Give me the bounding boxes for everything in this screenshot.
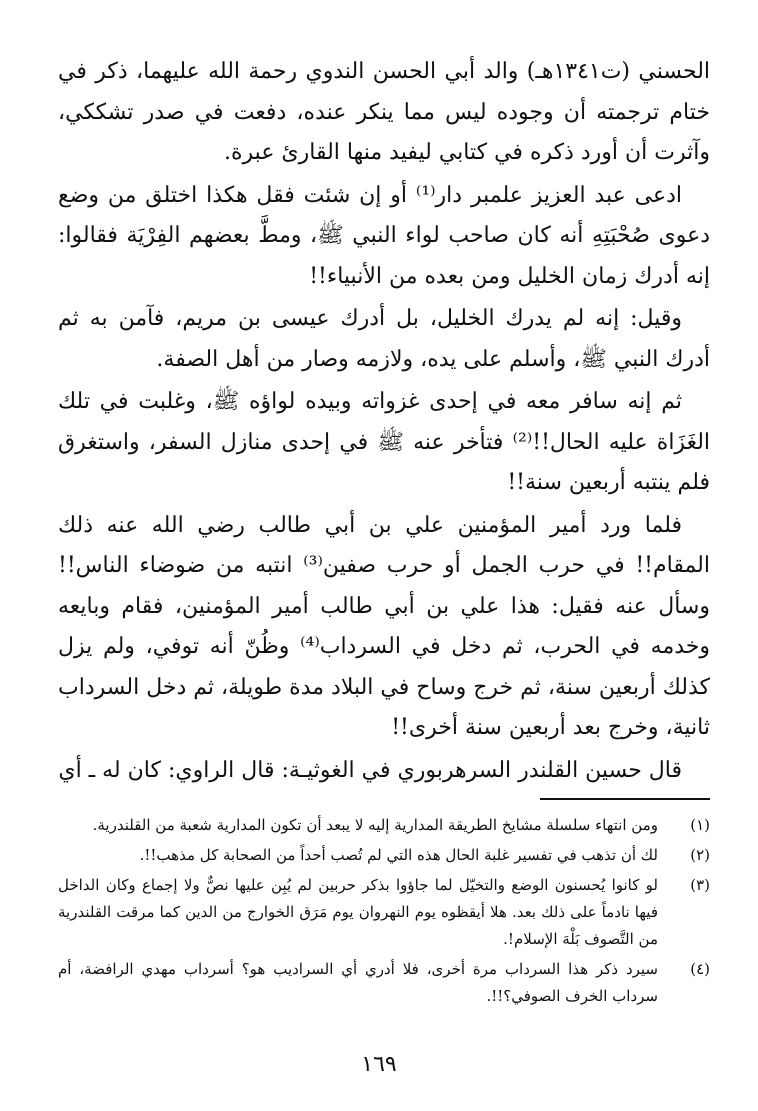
paragraph-1: الحسني (ت١٣٤١هـ) والد أبي الحسن الندوي رحمة الله عليهما، ذكر في ختام ترجمته أن وجوده ليس مما ينكر عنده، دفعت في صدر تشككي، وآثرت أن أورد ذكره في كتابي ليفيد منها القارئ عبرة. bbox=[58, 59, 711, 165]
paragraph-6: قال حسين القلندر السرهربوري في الغوثيـة: قال الراوي: كان له ـ أي bbox=[58, 757, 682, 783]
footnote bbox=[58, 812, 710, 839]
paragraph-2: ادعى عبد العزيز علمبر دار⁽¹⁾ أو إن شئت فقل هكذا اختلق من وضع دعوى صُحْبَتِهِ أنه كان صاحب لواء النبي ﷺ، ومطَّ بعضهم الفِرْيَة فقالوا: إنه أدرك زمان الخليل ومن بعده من الأنبياء!! bbox=[58, 182, 710, 289]
main-text bbox=[58, 52, 710, 793]
footnote bbox=[58, 956, 710, 1010]
footnote-number: (٢) bbox=[690, 846, 710, 864]
footnote bbox=[58, 842, 710, 869]
footnote-text: لك أن تذهب في تفسير غلبة الحال هذه التي لم تُصب أحداً من الصحابة كل مذهب!!. bbox=[139, 846, 658, 864]
page-number: ١٦٩ bbox=[361, 1052, 397, 1077]
paragraph-3: وقيل: إنه لم يدرك الخليل، بل أدرك عيسى بن مريم، فآمن به ثم أدرك النبي ﷺ، وأسلم على يده، ولازمه وصار من أهل الصفة. bbox=[58, 306, 710, 372]
footnote-text: لو كانوا يُحسنون الوضع والتخيّل لما جاؤوا بذكر حربين لم يُبِن عليها نصٌّ ولا إجماع وكان الداخل فيها نادماً على ذلك بعد. هلا أيقظوه يوم النهروان يوم مَرَق الخوارج من الدين كما مرقت القلندرية من التَّصوف بَلْهَ الإسلام!. bbox=[58, 876, 658, 948]
footnote bbox=[58, 872, 710, 953]
footnote-separator bbox=[540, 798, 710, 800]
paragraph-5: فلما ورد أمير المؤمنين علي بن أبي طالب رضي الله عنه ذلك المقام!! في حرب الجمل أو حرب صفين⁽³⁾ انتبه من ضوضاء الناس!! وسأل عنه فقيل: هذا علي بن أبي طالب أمير المؤمنين، فقام وبايعه وخدمه في الحرب، ثم دخل في السرداب⁽⁴⁾ وظُنّ أنه توفي، ولم يزل كذلك أربعين سنة، ثم خرج وساح في البلاد مدة طويلة، ثم دخل السرداب ثانية، وخرج بعد أربعين سنة أخرى!! bbox=[58, 512, 710, 740]
footnote-number: (٣) bbox=[690, 876, 710, 894]
footnote-number: (١) bbox=[690, 816, 710, 834]
footnote-number: (٤) bbox=[690, 960, 710, 978]
footnote-text: ومن انتهاء سلسلة مشايخ الطريقة المدارية إليه لا يبعد أن تكون المدارية شعبة من القلندرية. bbox=[92, 816, 658, 834]
footnote-text: سيرد ذكر هذا السرداب مرة أخرى، فلا أدري أي السراديب هو؟ أسرداب مهدي الرافضة، أم سرداب الخرف الصوفي؟!!. bbox=[58, 960, 658, 1005]
footnotes bbox=[58, 812, 710, 1013]
paragraph-4: ثم إنه سافر معه في إحدى غزواته وبيده لواؤه ﷺ، وغلبت في تلك الغَزَاة عليه الحال!!⁽²⁾ فتأخر عنه ﷺ في إحدى منازل السفر، واستغرق فلم ينتبه أربعين سنة!! bbox=[58, 389, 711, 495]
